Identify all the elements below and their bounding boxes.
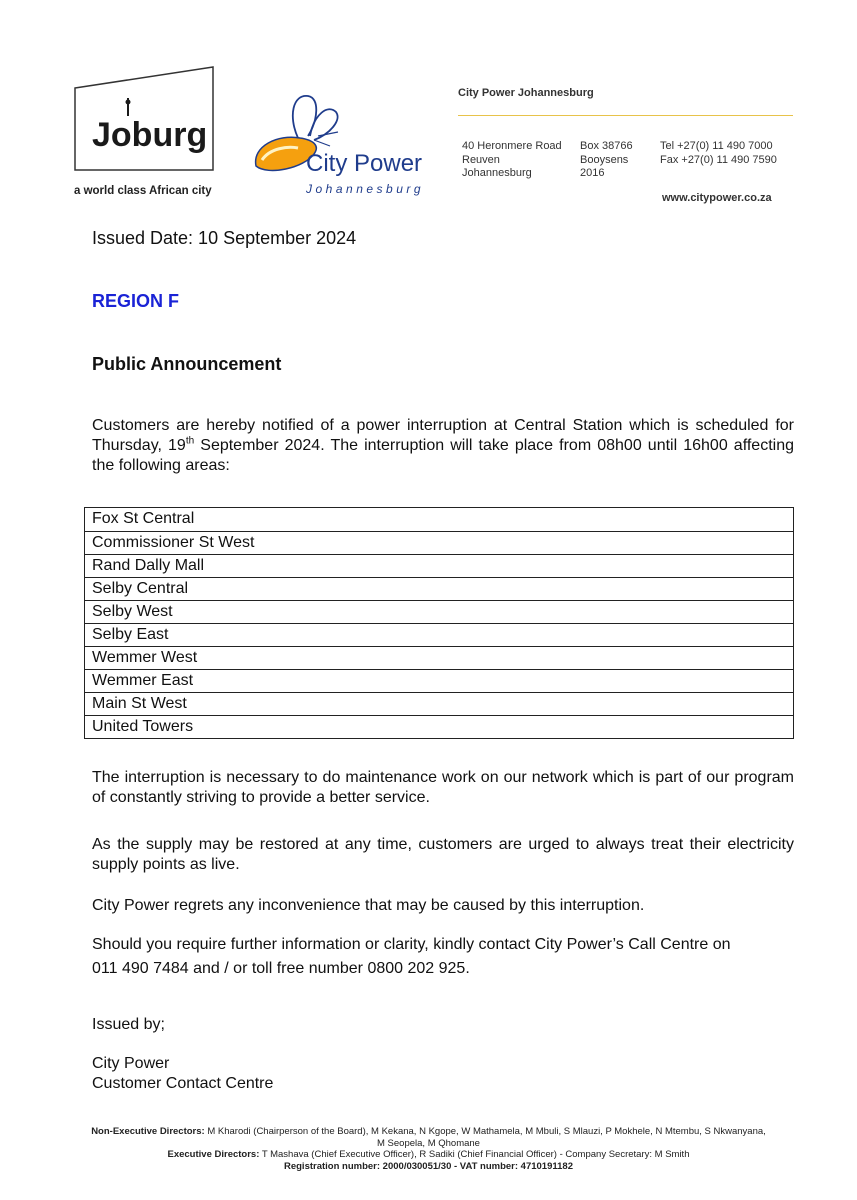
intro-superscript: th (185, 435, 195, 447)
affected-areas-table (84, 507, 794, 739)
area-row: Selby Central (85, 577, 793, 600)
footer-nonexec-directors-cont: M Seopela, M Qhomane (377, 1138, 480, 1149)
area-row: Selby East (85, 623, 793, 646)
nonexec-label: Non-Executive Directors: (91, 1126, 205, 1137)
issued-date: Issued Date: 10 September 2024 (92, 228, 357, 248)
area-row: Wemmer West (85, 646, 793, 669)
postal-line: 2016 (580, 167, 605, 179)
nonexec-names: M Kharodi (Chairperson of the Board), M Kekana, N Kgope, W Mathamela, M Mbuli, S Mlauzi, P Mokhele, N Mtembu, S Nkwanyana, (204, 1126, 766, 1137)
footer-nonexec-directors (40, 1126, 817, 1138)
address-line: Reuven (462, 153, 500, 166)
issuer-department: Customer Contact Centre (92, 1075, 274, 1092)
address-line: Johannesburg (462, 167, 532, 179)
tel-number: Tel +27(0) 11 490 7000 (660, 140, 773, 152)
fax-number: Fax +27(0) 11 490 7590 (660, 153, 777, 166)
area-row: Commissioner St West (85, 531, 793, 554)
area-row: Fox St Central (92, 510, 195, 527)
reason-paragraph: The interruption is necessary to do maintenance work on our network which is part of our program of constantly striving to provide a better service. (92, 769, 794, 806)
company-name: City Power Johannesburg (458, 87, 594, 99)
intro-text-2: September 2024. The interruption will take place from 08h00 until 16h00 affecting the following areas: (92, 437, 795, 474)
joburg-logo (74, 66, 214, 171)
citypower-logo-name: City Power (306, 150, 423, 177)
footer-exec-directors (40, 1149, 817, 1161)
region-heading: REGION F (92, 291, 180, 311)
intro-text-1: Customers are hereby notified of a power interruption at Central Station which is scheduled for Thursday, 19 (92, 417, 794, 454)
header-divider (458, 115, 793, 116)
citypower-logo-city: Johannesburg (306, 182, 425, 196)
contact-line-1: Should you require further information or clarity, kindly contact City Power’s Call Centre on (92, 936, 731, 953)
safety-paragraph: As the supply may be restored at any time, customers are urged to always treat their electricity supply points as live. (92, 836, 794, 873)
issuer-name: City Power (92, 1055, 170, 1072)
area-row: Rand Dally Mall (85, 554, 793, 577)
address-line: 40 Heronmere Road (462, 140, 562, 152)
postal-line: Booysens (580, 153, 629, 166)
website-link[interactable]: www.citypower.co.za (662, 192, 772, 204)
contact-line-2: 011 490 7484 and / or toll free number 0800 202 925. (92, 960, 470, 977)
area-row: United Towers (85, 715, 793, 738)
street-address (462, 140, 562, 181)
joburg-logo-text: Joburg (92, 116, 208, 154)
area-row: Main St West (85, 692, 793, 715)
postal-line: Box 38766 (580, 140, 633, 152)
issued-by: Issued by; (92, 1016, 165, 1033)
postal-address (580, 140, 633, 181)
exec-names: T Mashava (Chief Executive Officer), R Sadiki (Chief Financial Officer) - Company Secretary: M Smith (259, 1149, 690, 1160)
announcement-heading: Public Announcement (92, 354, 282, 374)
joburg-tagline: a world class African city (74, 185, 212, 197)
area-row: Selby West (85, 600, 793, 623)
exec-label: Executive Directors: (167, 1149, 260, 1160)
regret-paragraph: City Power regrets any inconvenience that may be caused by this interruption. (92, 897, 645, 914)
phone-numbers (660, 140, 777, 167)
intro-paragraph (92, 416, 794, 476)
footer-registration: Registration number: 2000/030051/30 - VAT number: 4710191182 (283, 1161, 573, 1172)
area-row: Wemmer East (85, 669, 793, 692)
